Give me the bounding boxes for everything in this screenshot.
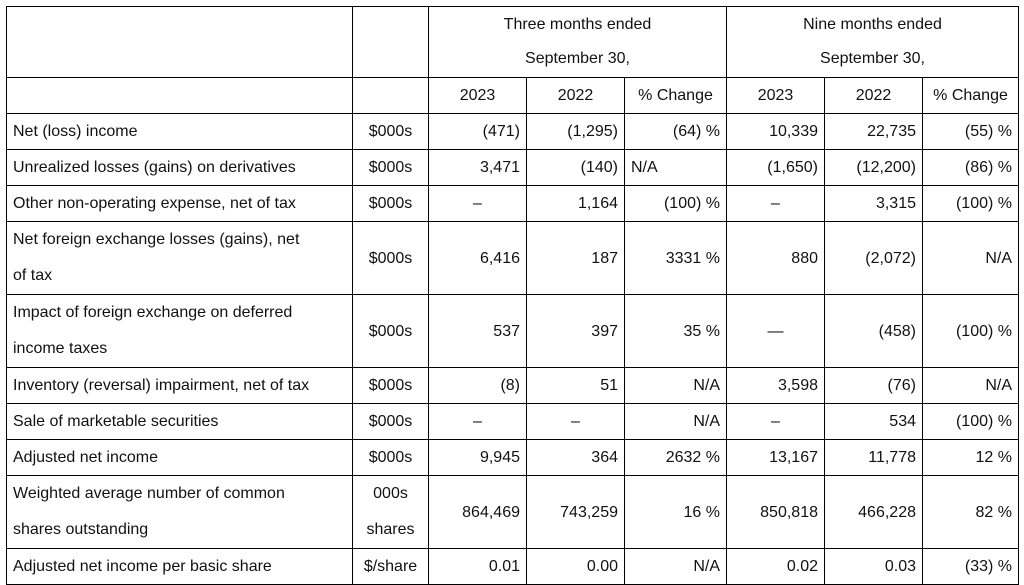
table-row-net-fx-losses [7, 222, 1019, 295]
row-unit: $000s [353, 186, 429, 222]
row-unit: $000s [353, 295, 429, 368]
header-nine-months [727, 7, 1019, 78]
table-row-marketable-securities [7, 404, 1019, 440]
cell-n2022: (76) [825, 368, 923, 404]
cell-q2022: 187 [527, 222, 625, 295]
cell-q2023: – [429, 404, 527, 440]
cell-qchange: (100) % [625, 186, 727, 222]
cell-q2022: (140) [527, 150, 625, 186]
cell-n2023: 0.02 [727, 549, 825, 585]
row-unit: $000s [353, 368, 429, 404]
row-unit: $000s [353, 114, 429, 150]
cell-n2023: – [727, 186, 825, 222]
cell-q2022: – [527, 404, 625, 440]
row-label-line1: Weighted average number of common [13, 485, 285, 502]
row-label-line2: shares outstanding [13, 521, 149, 538]
cell-q2023: (471) [429, 114, 527, 150]
row-unit-line1: 000s [373, 485, 408, 502]
cell-qchange: N/A [625, 549, 727, 585]
cell-qchange: 35 % [625, 295, 727, 368]
cell-n2023: 880 [727, 222, 825, 295]
header-2022-nine-months: 2022 [825, 78, 923, 114]
row-unit: $000s [353, 222, 429, 295]
cell-n2023: 850,818 [727, 476, 825, 549]
header-2023-three-months: 2023 [429, 78, 527, 114]
table-row-adjusted-per-share [7, 549, 1019, 585]
cell-n2023: 3,598 [727, 368, 825, 404]
cell-q2022: 364 [527, 440, 625, 476]
header-nine-months-line1: Nine months ended [803, 16, 942, 33]
row-unit-line2: shares [366, 521, 415, 538]
cell-n2022: (2,072) [825, 222, 923, 295]
header-three-months [429, 7, 727, 78]
row-label [7, 222, 353, 295]
cell-q2023: 6,416 [429, 222, 527, 295]
header-change-nine-months: % Change [923, 78, 1019, 114]
cell-n2022: 534 [825, 404, 923, 440]
cell-n2022: (458) [825, 295, 923, 368]
cell-q2022: 51 [527, 368, 625, 404]
table-row-fx-deferred-taxes [7, 295, 1019, 368]
row-label: Net (loss) income [7, 114, 353, 150]
cell-nchange: 12 % [923, 440, 1019, 476]
row-unit: $000s [353, 404, 429, 440]
table-row-net-loss-income [7, 114, 1019, 150]
cell-q2022: 0.00 [527, 549, 625, 585]
row-label: Inventory (reversal) impairment, net of tax [7, 368, 353, 404]
row-unit: $000s [353, 150, 429, 186]
row-unit: $000s [353, 440, 429, 476]
header-blank-label-2 [7, 78, 353, 114]
row-label-line1: Impact of foreign exchange on deferred [13, 304, 293, 321]
row-label-line2: of tax [13, 267, 53, 284]
header-2022-three-months: 2022 [527, 78, 625, 114]
cell-n2023: — [727, 295, 825, 368]
cell-n2023: – [727, 404, 825, 440]
header-blank-label [7, 7, 353, 78]
header-blank-unit [353, 7, 429, 78]
header-row-groups [7, 7, 1019, 78]
row-unit [353, 476, 429, 549]
header-2023-nine-months: 2023 [727, 78, 825, 114]
cell-qchange: N/A [625, 150, 727, 186]
table-row-unrealized-derivatives [7, 150, 1019, 186]
cell-n2022: 22,735 [825, 114, 923, 150]
cell-qchange: 3331 % [625, 222, 727, 295]
cell-q2023: 864,469 [429, 476, 527, 549]
cell-nchange: (33) % [923, 549, 1019, 585]
cell-n2022: 11,778 [825, 440, 923, 476]
cell-qchange: N/A [625, 368, 727, 404]
header-change-three-months: % Change [625, 78, 727, 114]
cell-q2022: 397 [527, 295, 625, 368]
table-row-inventory-impairment [7, 368, 1019, 404]
header-nine-months-line2: September 30, [820, 50, 925, 67]
cell-n2022: 466,228 [825, 476, 923, 549]
header-row-years [7, 78, 1019, 114]
reconciliation-table-container [6, 6, 1019, 585]
table-row-other-non-operating [7, 186, 1019, 222]
cell-n2023: 13,167 [727, 440, 825, 476]
row-label: Unrealized losses (gains) on derivatives [7, 150, 353, 186]
cell-q2023: 9,945 [429, 440, 527, 476]
header-three-months-line1: Three months ended [503, 16, 652, 33]
table-row-weighted-average-shares [7, 476, 1019, 549]
cell-nchange: (100) % [923, 404, 1019, 440]
adjusted-net-income-table [6, 6, 1019, 585]
cell-q2022: 743,259 [527, 476, 625, 549]
cell-q2022: 1,164 [527, 186, 625, 222]
cell-nchange: (55) % [923, 114, 1019, 150]
cell-q2023: 3,471 [429, 150, 527, 186]
cell-n2022: 0.03 [825, 549, 923, 585]
row-label: Sale of marketable securities [7, 404, 353, 440]
cell-q2023: 537 [429, 295, 527, 368]
cell-nchange: (100) % [923, 186, 1019, 222]
cell-n2022: 3,315 [825, 186, 923, 222]
cell-qchange: (64) % [625, 114, 727, 150]
cell-nchange: N/A [923, 368, 1019, 404]
row-label [7, 295, 353, 368]
row-label: Adjusted net income [7, 440, 353, 476]
row-label: Adjusted net income per basic share [7, 549, 353, 585]
cell-nchange: (100) % [923, 295, 1019, 368]
cell-nchange: 82 % [923, 476, 1019, 549]
cell-n2023: (1,650) [727, 150, 825, 186]
cell-nchange: N/A [923, 222, 1019, 295]
cell-n2023: 10,339 [727, 114, 825, 150]
cell-nchange: (86) % [923, 150, 1019, 186]
header-three-months-line2: September 30, [525, 50, 630, 67]
cell-n2022: (12,200) [825, 150, 923, 186]
cell-qchange: 16 % [625, 476, 727, 549]
cell-qchange: 2632 % [625, 440, 727, 476]
row-label-line2: income taxes [13, 340, 108, 357]
row-unit: $/share [353, 549, 429, 585]
cell-q2023: (8) [429, 368, 527, 404]
cell-qchange: N/A [625, 404, 727, 440]
cell-q2022: (1,295) [527, 114, 625, 150]
cell-q2023: 0.01 [429, 549, 527, 585]
header-blank-unit-2 [353, 78, 429, 114]
row-label [7, 476, 353, 549]
cell-q2023: – [429, 186, 527, 222]
table-row-adjusted-net-income [7, 440, 1019, 476]
row-label-line1: Net foreign exchange losses (gains), net [13, 231, 300, 248]
row-label: Other non-operating expense, net of tax [7, 186, 353, 222]
